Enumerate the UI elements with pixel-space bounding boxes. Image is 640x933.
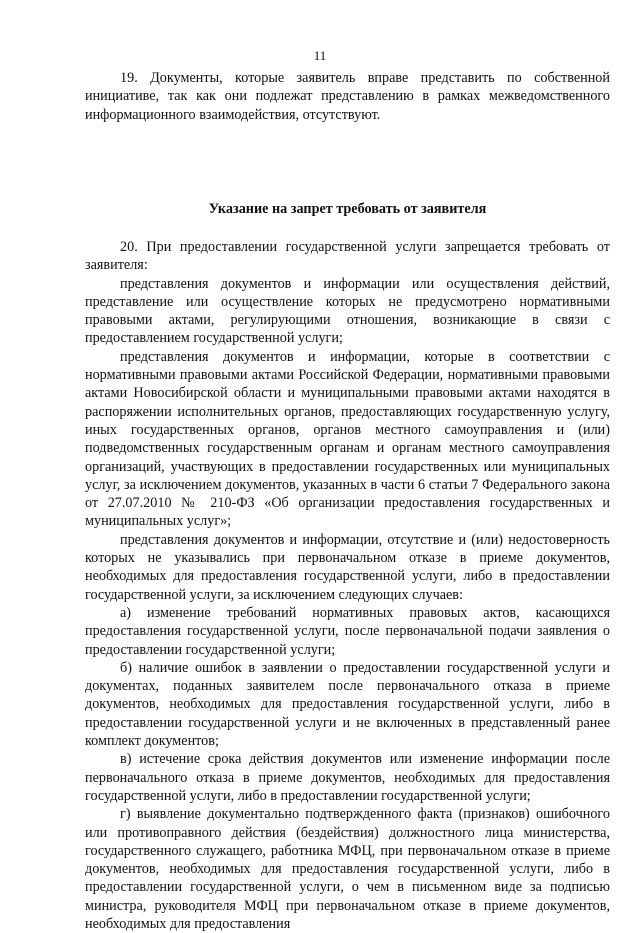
clause-20-intro: 20. При предоставлении государственной услуги запрещается требовать от заявителя: xyxy=(85,239,610,274)
clause-20-item-3: представления документов и информации, отсутствие и (или) недостоверность которых не указывались при первоначальном отказе в приеме документов, необходимых для предоставления государственной услуги, либо в предоставлении государственной услуги, за исключением следующих случаев: xyxy=(85,531,610,603)
clause-20-case-a: а) изменение требований нормативных правовых актов, касающихся предоставления государственной услуги, после первоначальной подачи заявления о предоставлении государственной услуги; xyxy=(85,604,610,658)
page-number: 11 xyxy=(313,48,327,63)
clause-20-block xyxy=(85,238,610,933)
clause-20-item-2: представления документов и информации, которые в соответствии с нормативными правовыми актами Российской Федерации, нормативными правовыми актами Новосибирской области и муниципальными правовыми актами находятся в распоряжении исполнительных органов, предоставляющих государственную услугу, иных государственных органов, органов местного самоуправления и (или) подведомственных государственным органам и органам местного самоуправления организаций, участвующих в предоставлении государственных или муниципальных услуг, за исключением документов, указанных в части 6 статьи 7 Федерального закона от 27.07.2010 № 210-ФЗ «Об организации предоставления государственных и муниципальных услуг»; xyxy=(85,348,610,530)
clause-20-case-b: б) наличие ошибок в заявлении о предоставлении государственной услуги и документах, поданных заявителем после первоначального отказа в приеме документов, необходимых для предоставления государственной услуги, либо в предоставлении государственной услуги и не включенных в представленный ранее комплект документов; xyxy=(85,659,610,750)
clause-20-case-g: г) выявление документально подтвержденного факта (признаков) ошибочного или противоправного действия (бездействия) должностного лица министерства, государственного служащего, работника МФЦ, при первоначальном отказе в приеме документов, необходимых для предоставления государственной услуги, либо в предоставлении государственной услуги, о чем в письменном виде за подписью министра, руководителя МФЦ при первоначальном отказе в приеме документов, необходимых для предоставления xyxy=(85,806,610,932)
clause-19-paragraph: 19. Документы, которые заявитель вправе представить по собственной инициативе, так как они подлежат представлению в рамках межведомственного информационного взаимодействия, отсутствуют. xyxy=(85,70,610,123)
clause-20-item-1: представления документов и информации или осуществления действий, представление или осуществление которых не предусмотрено нормативными правовыми актами, регулирующими отношения, возникающие в связи с предоставлением государственной услуги; xyxy=(85,275,610,347)
clause-20-case-v: в) истечение срока действия документов или изменение информации после первоначального отказа в приеме документов, необходимых для предоставления государственной услуги, либо в предоставлении государственной услуги; xyxy=(85,751,610,804)
clause-19-block xyxy=(85,69,610,124)
section-heading: Указание на запрет требовать от заявителя xyxy=(208,201,487,217)
